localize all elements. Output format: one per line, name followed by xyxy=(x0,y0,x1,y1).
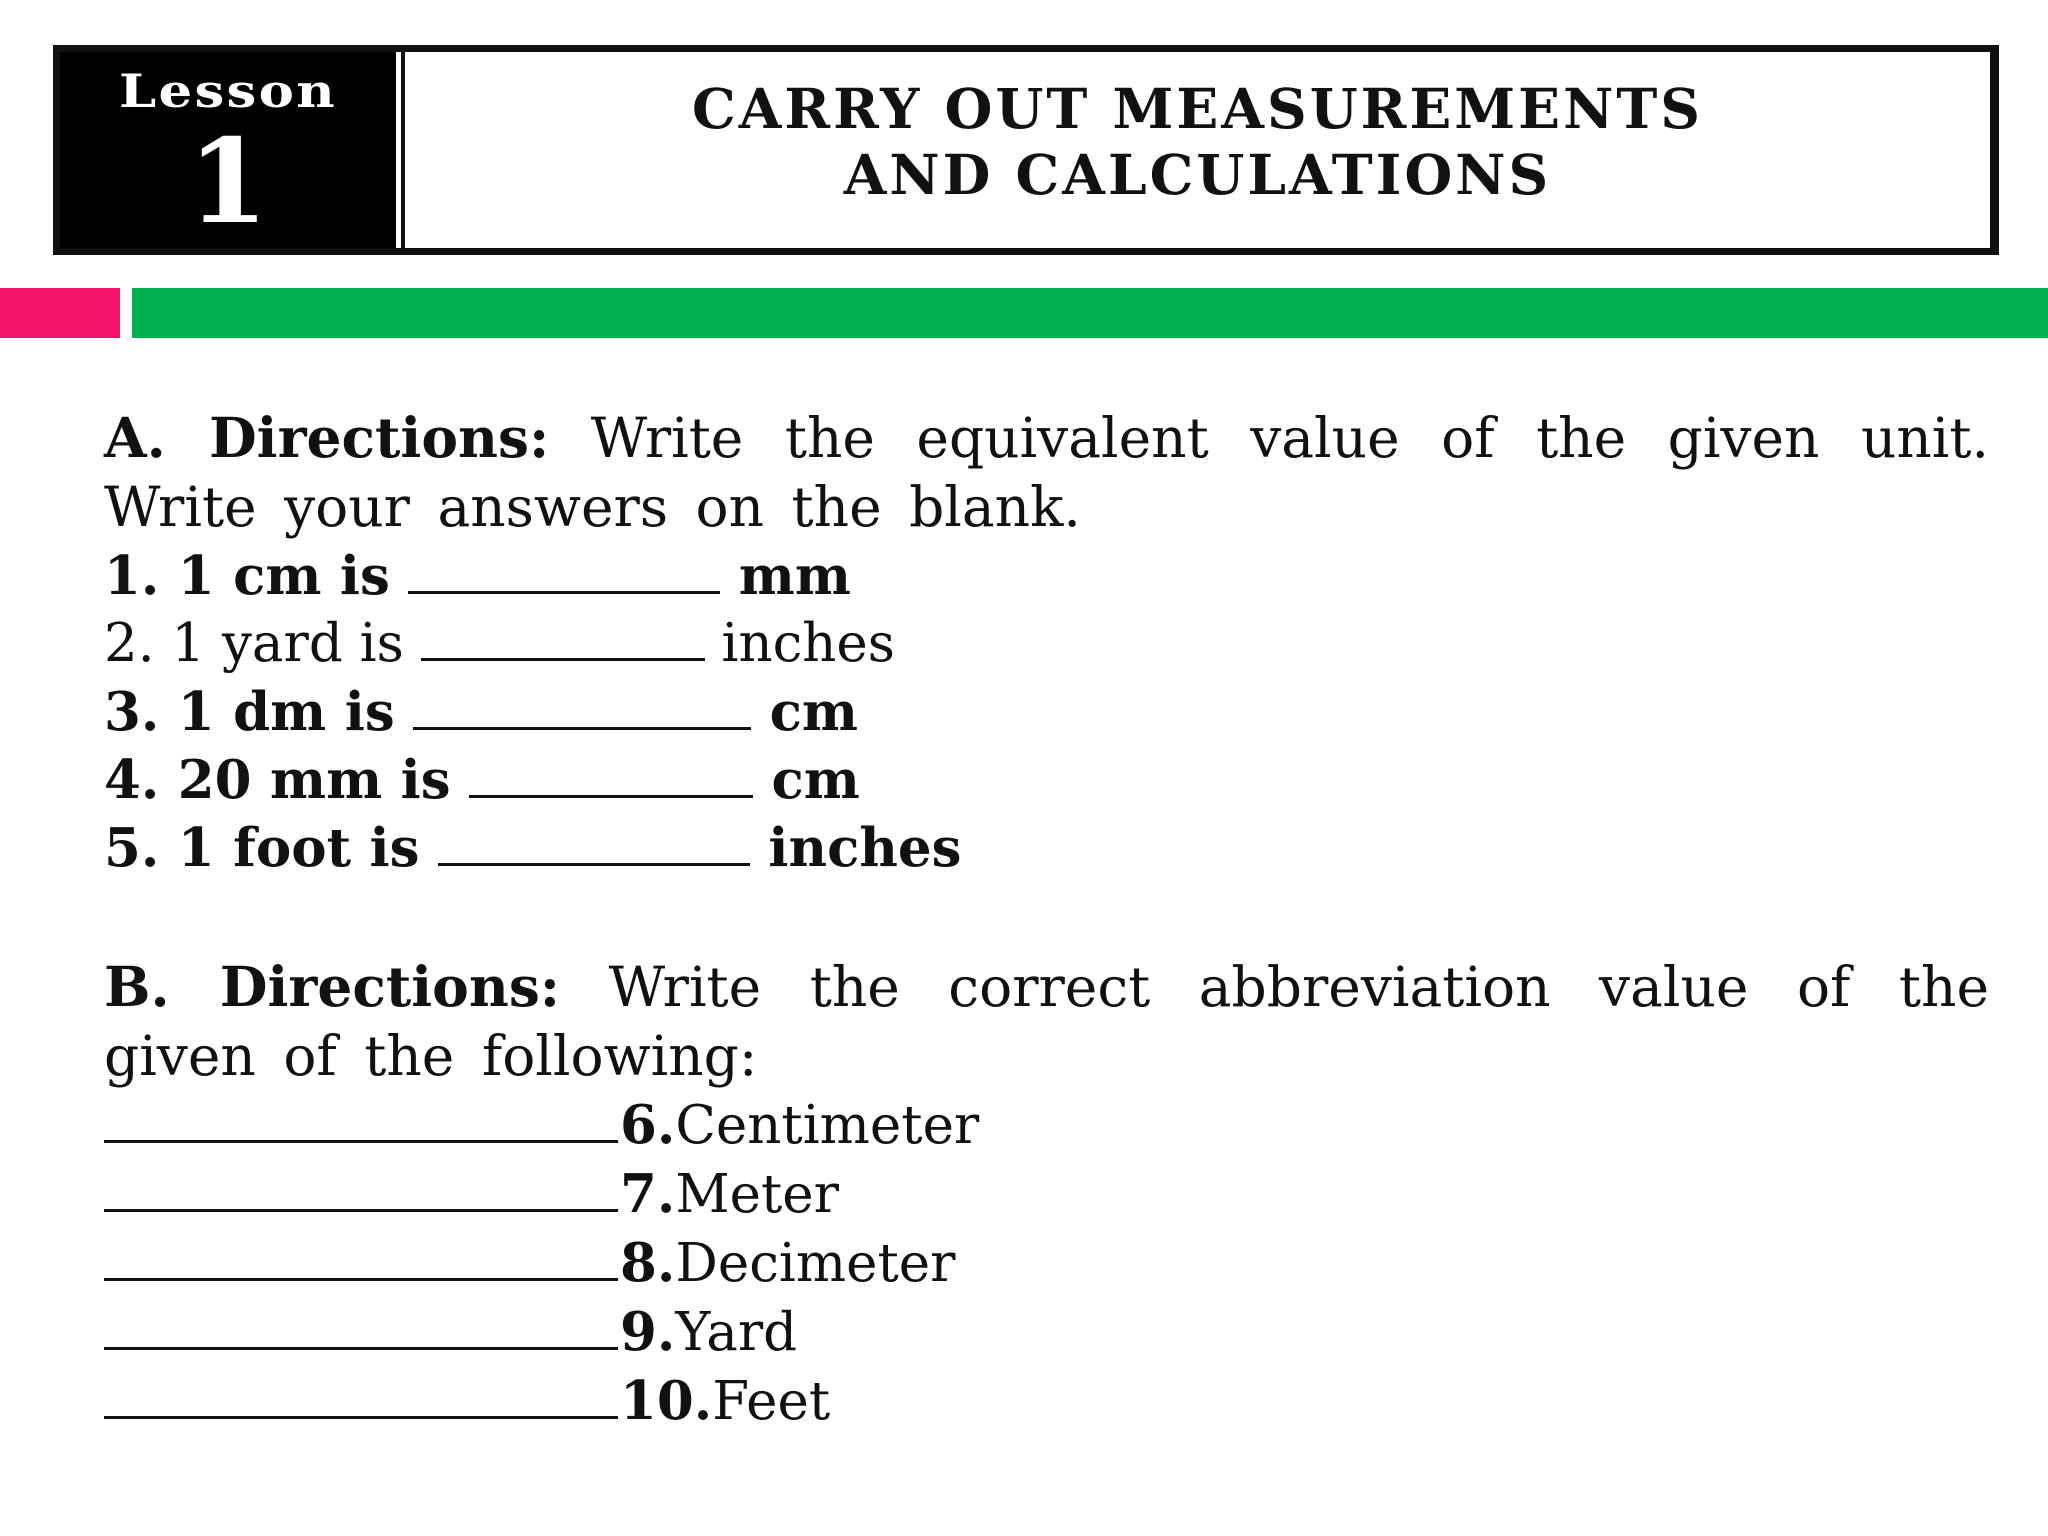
question-4 xyxy=(104,746,1989,814)
question-10 xyxy=(104,1367,1989,1436)
question-5-unit: inches xyxy=(749,817,962,879)
question-2 xyxy=(104,610,1989,678)
section-b-label: B. Directions: xyxy=(104,954,561,1019)
section-a-directions xyxy=(104,403,1989,542)
answer-blank-4[interactable] xyxy=(469,750,753,798)
question-8-number: 8. xyxy=(620,1232,676,1294)
question-4-unit: cm xyxy=(753,749,860,811)
answer-blank-2[interactable] xyxy=(421,613,705,661)
question-1-unit: mm xyxy=(720,545,851,607)
question-9-number: 9. xyxy=(620,1301,676,1363)
question-3-text: 3. 1 dm is xyxy=(104,681,414,743)
answer-blank-9[interactable] xyxy=(104,1302,618,1350)
title-line-2: AND CALCULATIONS xyxy=(843,142,1552,207)
section-b-directions xyxy=(104,952,1989,1091)
answer-blank-6[interactable] xyxy=(104,1095,618,1143)
question-4-text: 4. 20 mm is xyxy=(104,749,470,811)
question-9 xyxy=(104,1298,1989,1367)
title-line-1: CARRY OUT MEASUREMENTS xyxy=(691,76,1704,141)
question-5 xyxy=(104,814,1989,882)
lesson-header xyxy=(53,45,1999,255)
answer-blank-3[interactable] xyxy=(413,682,751,730)
accent-bar-pink xyxy=(0,288,120,338)
question-6-term: Centimeter xyxy=(675,1095,980,1156)
question-3 xyxy=(104,678,1989,746)
lesson-number: 1 xyxy=(187,114,269,250)
question-10-term: Feet xyxy=(712,1371,831,1432)
answer-blank-5[interactable] xyxy=(438,818,750,866)
question-7-term: Meter xyxy=(675,1164,839,1225)
section-b-text: Write the correct abbreviation value of the given of the following: xyxy=(104,955,1989,1088)
answer-blank-1[interactable] xyxy=(408,546,720,594)
question-3-unit: cm xyxy=(751,681,858,743)
lesson-title xyxy=(401,52,1990,248)
section-a-label: A. Directions: xyxy=(104,405,550,470)
answer-blank-10[interactable] xyxy=(104,1371,618,1419)
question-7-number: 7. xyxy=(620,1163,676,1225)
question-2-text: 2. 1 yard is xyxy=(104,613,421,674)
section-a-text: Write the equivalent value of the given unit. Write your answers on the blank. xyxy=(104,406,1989,539)
worksheet-content xyxy=(104,403,1989,1436)
answer-blank-7[interactable] xyxy=(104,1164,618,1212)
question-1 xyxy=(104,542,1989,610)
question-2-unit: inches xyxy=(704,613,895,674)
lesson-badge xyxy=(60,52,401,248)
question-6 xyxy=(104,1091,1989,1160)
question-7 xyxy=(104,1160,1989,1229)
question-6-number: 6. xyxy=(620,1094,676,1156)
question-1-text: 1. 1 cm is xyxy=(104,545,409,607)
question-8-term: Decimeter xyxy=(675,1233,956,1294)
answer-blank-8[interactable] xyxy=(104,1233,618,1281)
accent-bar-green xyxy=(132,288,2048,338)
question-9-term: Yard xyxy=(675,1302,798,1363)
lesson-label: Lesson xyxy=(119,64,337,118)
question-8 xyxy=(104,1229,1989,1298)
question-10-number: 10. xyxy=(620,1370,713,1432)
question-5-text: 5. 1 foot is xyxy=(104,817,438,879)
